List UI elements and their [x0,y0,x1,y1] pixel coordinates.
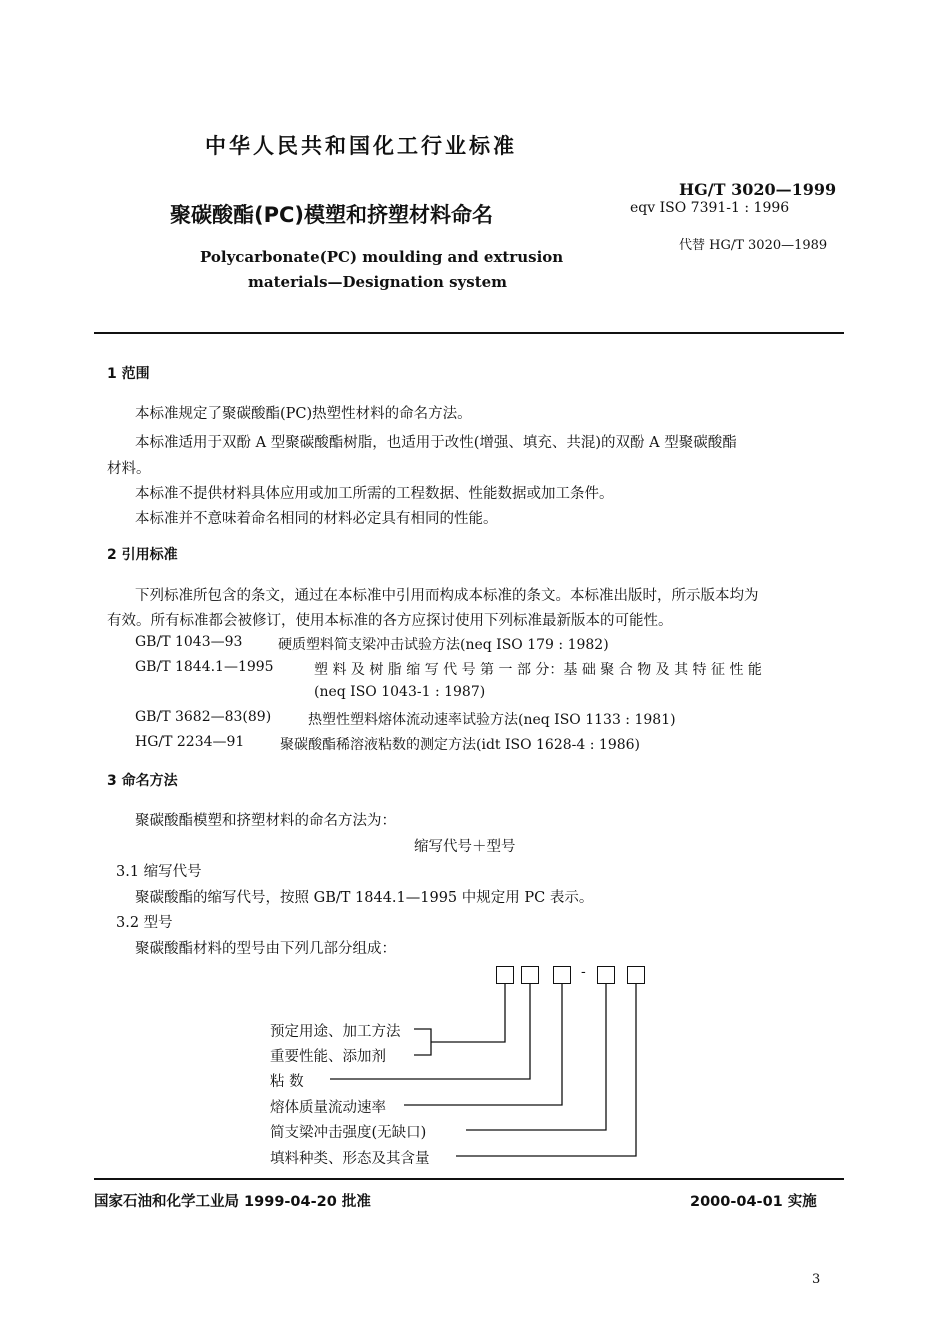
std-code: HG/T 3020—1999 [679,180,837,199]
section-3-p1: 聚碳酸酯模塑和挤塑材料的命名方法为： [135,813,396,829]
doc-title-cn: 聚碳酸酯(PC)模塑和挤塑材料命名 [170,203,493,227]
doc-title-en-line2: materials—Designation system [248,273,508,291]
ref-code: GB/T 1043—93 [135,634,243,650]
diagram-label: 重要性能、添加剂 [270,1049,386,1065]
effective-date: 2000-04-01 实施 [690,1194,817,1210]
ref-title: 硬质塑料简支梁冲击试验方法(neq ISO 179 : 1982) [278,637,609,653]
section-1-p2b: 材料。 [107,461,151,477]
section-2-heading: 2 引用标准 [107,547,178,563]
section-1-p4: 本标准并不意味着命名相同的材料必定具有相同的性能。 [135,511,498,527]
section-1-p2a: 本标准适用于双酚 A 型聚碳酸酯树脂，也适用于改性(增强、填充、共混)的双酚 A 型聚碳酸酯 [135,435,737,451]
doc-title-en-line1: Polycarbonate(PC) moulding and extrusion [200,248,564,266]
diagram-label: 填料种类、形态及其含量 [270,1151,430,1167]
diagram-label: 粘 数 [270,1074,304,1090]
diagram-label: 预定用途、加工方法 [270,1024,401,1040]
ref-code: HG/T 2234—91 [135,734,245,750]
industry-title: 中华人民共和国化工行业标准 [205,134,517,158]
ref-title: 聚碳酸酯稀溶液粘数的测定方法(idt ISO 1628-4 : 1986) [280,737,641,753]
std-equivalence: eqv ISO 7391-1 : 1996 [630,200,790,216]
page-number: 3 [812,1272,821,1287]
section-2-p1b: 有效。所有标准都会被修订，使用本标准的各方应探讨使用下列标准最新版本的可能性。 [107,613,673,629]
section-1-heading: 1 范围 [107,366,150,382]
ref-title: 塑 料 及 树 脂 缩 写 代 号 第 一 部 分：基 础 聚 合 物 及 其 特 征 性 能 [314,662,762,678]
naming-formula: 缩写代号＋型号 [414,839,516,855]
section-3-heading: 3 命名方法 [107,773,178,789]
ref-title-continued: (neq ISO 1043-1 : 1987) [314,684,486,700]
ref-code: GB/T 3682—83(89) [135,709,272,725]
footer-divider [94,1178,844,1180]
section-2-p1a: 下列标准所包含的条文，通过在本标准中引用而构成本标准的条文。本标准出版时，所示版本均为 [135,588,759,604]
std-replaces: 代替 HG/T 3020—1989 [679,238,828,253]
diagram-label: 简支梁冲击强度(无缺口) [270,1125,427,1141]
section-3-1-text: 聚碳酸酯的缩写代号，按照 GB/T 1844.1—1995 中规定用 PC 表示。 [135,890,594,906]
section-1-p1: 本标准规定了聚碳酸酯(PC)热塑性材料的命名方法。 [135,406,472,422]
section-1-p3: 本标准不提供材料具体应用或加工所需的工程数据、性能数据或加工条件。 [135,486,614,502]
ref-code: GB/T 1844.1—1995 [135,659,274,675]
diagram-label: 熔体质量流动速率 [270,1100,386,1116]
section-3-2-heading: 3.2 型号 [116,915,173,931]
code-separator: - [581,964,586,980]
section-3-2-text: 聚碳酸酯材料的型号由下列几部分组成： [135,941,396,957]
ref-title: 热塑性塑料熔体流动速率试验方法(neq ISO 1133 : 1981) [308,712,676,728]
section-3-1-heading: 3.1 缩写代号 [116,864,202,880]
approval-note: 国家石油和化学工业局 1999-04-20 批准 [94,1194,371,1210]
